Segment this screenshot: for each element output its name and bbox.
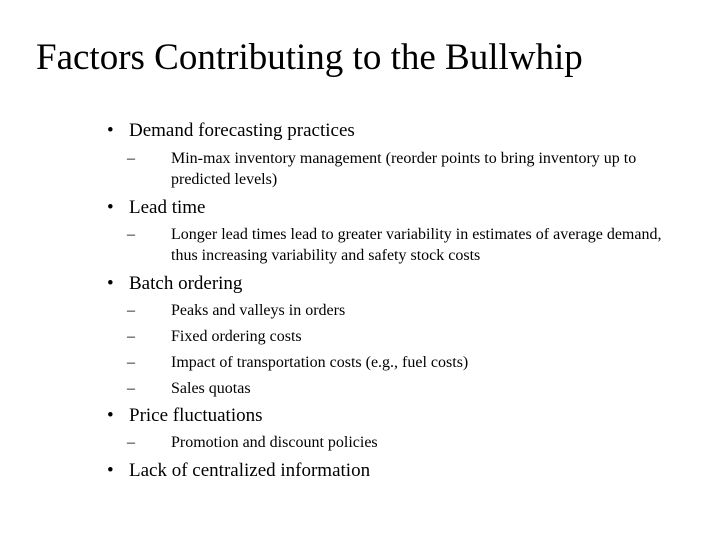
bullet-icon: •: [107, 273, 114, 294]
bullet-icon: •: [107, 460, 114, 481]
sub-bullet-text: Peaks and valleys in orders: [171, 302, 346, 319]
bullet-text: Price fluctuations: [129, 405, 263, 426]
bullet-icon: •: [107, 405, 114, 426]
slide-title: Factors Contributing to the Bullwhip: [36, 37, 583, 78]
bullet-text: Batch ordering: [129, 273, 243, 294]
dash-icon: –: [127, 302, 135, 319]
dash-icon: –: [127, 328, 135, 345]
sub-bullet-text: Sales quotas: [171, 380, 251, 397]
bullet-icon: •: [107, 120, 114, 141]
sub-bullet-text: Impact of transportation costs (e.g., fuel costs): [171, 354, 469, 371]
dash-icon: –: [127, 226, 135, 243]
bullet-text: Lead time: [129, 197, 206, 218]
dash-icon: –: [127, 354, 135, 371]
bullet-text: Demand forecasting practices: [129, 120, 355, 141]
sub-bullet-text: Fixed ordering costs: [171, 328, 302, 345]
dash-icon: –: [127, 434, 135, 451]
bullet-text: Lack of centralized information: [129, 460, 371, 481]
sub-bullet-text: Promotion and discount policies: [171, 434, 378, 451]
sub-bullet-text: Min-max inventory management (reorder points to bring inventory up to predicted levels): [171, 150, 637, 188]
bullet-icon: •: [107, 197, 114, 218]
dash-icon: –: [127, 150, 135, 167]
sub-bullet-text: Longer lead times lead to greater variability in estimates of average demand, thus increasing variability and safety stock costs: [171, 226, 662, 264]
dash-icon: –: [127, 380, 135, 397]
